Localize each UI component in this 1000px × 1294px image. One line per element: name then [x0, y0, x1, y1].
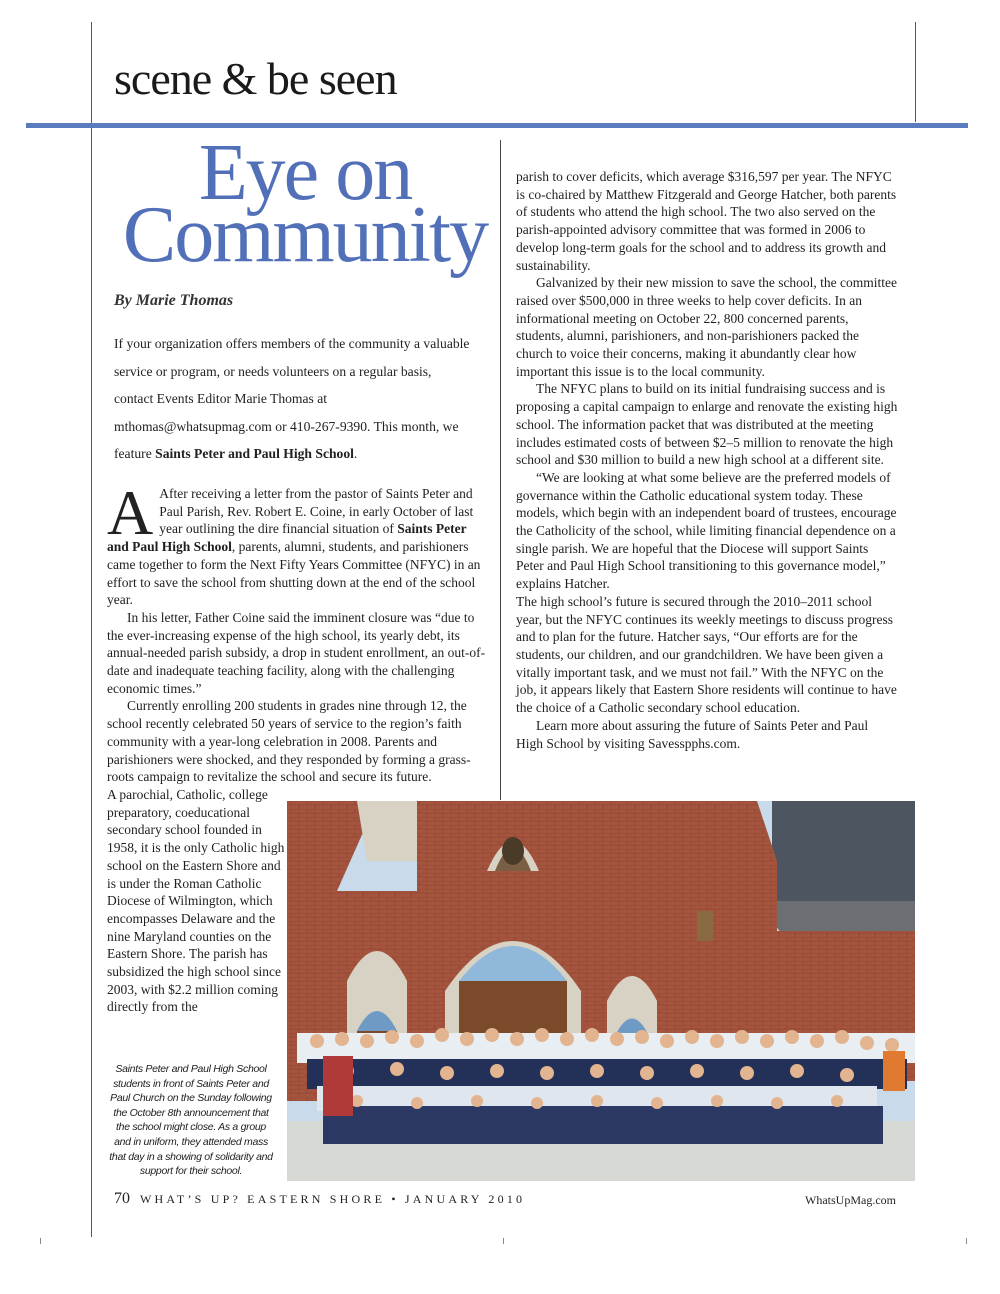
- paragraph-8: “We are looking at what some believe are the preferred models of governance within the Catholic educational system today. These models, which begin with an independent board of trustees, encourage the Catholicity of the school, while limiting financial dependence on a single parish. We are hopeful that the Diocese will support Saints Peter and Paul High School transitioning to this governance model,” explains Hatcher.: [516, 469, 897, 592]
- p1-text: After receiving a letter from the pastor of Saints Peter and Paul Parish, Rev. Robert E. Coine, in early October of last year outlining the dire financial situation of: [159, 486, 474, 537]
- intro-school-name: Saints Peter and Paul High School: [155, 446, 354, 462]
- crop-mark: [503, 1238, 504, 1244]
- headline-line-1: Eye on: [198, 129, 412, 217]
- p1-school-name: Saints Peter and Paul High School: [107, 521, 467, 555]
- intro-text: If your organization offers members of the community a valuable service or program, or needs volunteers on a regular basis, contact Events Editor Marie Thomas at mthomas@whatsupmag.com or 410-267-9390. This month, we feature: [114, 336, 470, 462]
- drop-cap: A: [107, 477, 154, 548]
- paragraph-5: parish to cover deficits, which average $316,597 per year. The NFYC is co-chaired by Matthew Fitzgerald and George Hatcher, both parents of students who attend the high school. The two also served on the parish-appointed advisory committee that was formed in 2006 to develop long-term goals for the school and to address its growth and sustainability.: [516, 169, 897, 273]
- photo-caption: Saints Peter and Paul High School students in front of Saints Peter and Paul Church on the Sunday following the October 8th announcement that the school might close. As a group and in uniform, they attended mass that day in a showing of solidarity and support for their school.: [109, 1063, 273, 1178]
- header-rule: [26, 123, 968, 128]
- headline-line-2: Community: [122, 191, 488, 279]
- left-margin-line: [91, 22, 92, 1237]
- church-group-illustration: [287, 801, 915, 1181]
- paragraph-3: Currently enrolling 200 students in grades nine through 12, the school recently celebrated 50 years of service to the region’s faith community with a year-long celebration in 2008. Parents and parishioners were shocked, and they responded by forming a grass-roots campaign to revitalize the school and secure its future.: [107, 698, 471, 785]
- paragraph-2: In his letter, Father Coine said the imminent closure was “due to the ever-increasing expense of the high school, its yearly debt, its annual-needed parish subsidy, a drop in student enrollment, an out-of-date and inadequate teaching facility, along with the challenging economic times.”: [107, 609, 486, 696]
- page-number: 70: [114, 1190, 130, 1207]
- article-column-2: [516, 168, 898, 752]
- footer-website: WhatsUpMag.com: [805, 1193, 896, 1207]
- intro-end: .: [353, 446, 358, 462]
- intro-paragraph: [114, 330, 474, 468]
- paragraph-6: Galvanized by their new mission to save the school, the committee raised over $500,000 in three weeks to help cover deficits. In an informational meeting on October 22, 800 concerned parents, students, alumni, parishioners, and non-parishioners packed the church to voice their concerns, making it abundantly clear how important this issue is to the local community.: [516, 275, 898, 379]
- paragraph-7: The NFYC plans to build on its initial fundraising success and is proposing a capital campaign to enlarge and renovate the existing high school. The information packet that was distributed at the meeting includes estimated costs of between $2–5 million to renovate the high school and $30 million to build a new high school at a different site.: [516, 381, 898, 468]
- paragraph-4: A parochial, Catholic, college preparatory, coeducational secondary school founded in 1958, it is the only Catholic high school on the Eastern Shore and is under the Roman Catholic Diocese of Wilmington, which encompasses Delaware and the nine Maryland counties on the Eastern Shore. The parish has subsidized the high school since 2003, with $2.2 million coming directly from the: [107, 787, 285, 1015]
- publication-line: WHAT’S UP? EASTERN SHORE • JANUARY 2010: [139, 1192, 526, 1206]
- article-column-1-narrow: [107, 786, 287, 1016]
- footer-left: [114, 1190, 525, 1208]
- column-divider: [500, 140, 501, 800]
- byline: By Marie Thomas: [114, 292, 234, 309]
- right-margin-line: [915, 22, 916, 122]
- crop-mark: [40, 1238, 41, 1244]
- paragraph-1: [107, 477, 487, 609]
- paragraph-10: Learn more about assuring the future of Saints Peter and Paul High School by visiting Savesspphs.com.: [516, 717, 869, 751]
- article-column-1: [107, 477, 487, 786]
- article-headline: [110, 129, 500, 279]
- crop-mark: [966, 1238, 967, 1244]
- section-title: scene & be seen: [114, 53, 397, 104]
- paragraph-9: The high school’s future is secured through the 2010–2011 school year, but the NFYC continues its weekly meetings to discuss progress and to plan for the future. Hatcher says, “Our efforts are for the students, our children, and our grandchildren. We have been given a vitally important task, and we must not fail.” With the NFYC on the job, it appears likely that Eastern Shore residents will continue to have the choice of a Catholic secondary school education.: [516, 593, 897, 716]
- p1-text-end: , parents, alumni, students, and parishioners came together to form the Next Fifty Years Committee (NFYC) in an effort to save the school from shutting down at the end of the school year.: [107, 539, 481, 608]
- group-photo: [287, 801, 915, 1181]
